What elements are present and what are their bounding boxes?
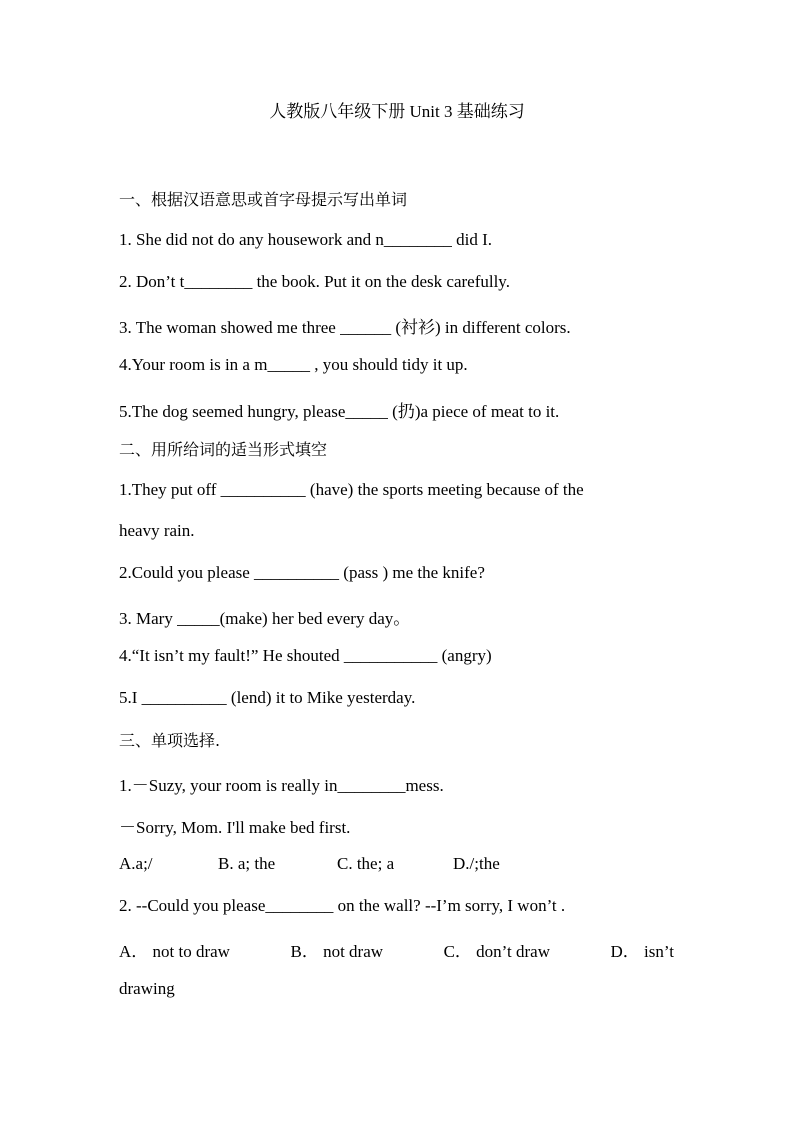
s3-q1-line-2: －Sorry, Mom. I'll make bed first. [119, 818, 351, 837]
s1-item-3: 3. The woman showed me three ______ (衬衫) in different colors. [119, 318, 571, 337]
s2-item-2: 2.Could you please __________ (pass ) me the knife? [119, 563, 485, 582]
s3-q2-option-d: D． isn’t [610, 942, 674, 961]
s3-q2-option-d-continuation: drawing [119, 979, 175, 998]
section-1-heading: 一、根据汉语意思或首字母提示写出单词 [119, 190, 408, 209]
s1-item-5: 5.The dog seemed hungry, please_____ (扔)a piece of meat to it. [119, 402, 560, 421]
section-2-heading: 二、用所给词的适当形式填空 [119, 440, 328, 459]
document-title: 人教版八年级下册 Unit 3 基础练习 [269, 102, 525, 121]
s3-q1-option-d: D./;the [453, 854, 500, 873]
s1-item-4: 4.Your room is in a m_____ , you should tidy it up. [119, 355, 468, 374]
s3-q1-option-a: A.a;/ [119, 854, 153, 873]
s3-q2-options [119, 937, 674, 962]
s1-item-1: 1. She did not do any housework and n________ did I. [119, 230, 493, 249]
s2-item-4: 4.“It isn’t my fault!” He shouted ___________ (angry) [119, 646, 492, 665]
s3-q1-options [119, 854, 500, 874]
s3-q2-stem: 2. --Could you please________ on the wall? --I’m sorry, I won’t . [119, 896, 566, 915]
s2-item-3: 3. Mary _____(make) her bed every day。 [119, 609, 411, 628]
section-3-heading: 三、单项选择. [119, 731, 221, 750]
s3-q2-option-c: C． don’t draw [443, 942, 550, 961]
s2-item-1-line-2: heavy rain. [119, 521, 195, 540]
s3-q1-option-b: B. a; the [218, 854, 276, 873]
s3-q2-option-b: B． not draw [290, 942, 384, 961]
s1-item-2: 2. Don’t t________ the book. Put it on the desk carefully. [119, 272, 510, 291]
s3-q1-line-1: 1.－Suzy, your room is really in________mess. [119, 776, 444, 795]
s2-item-5: 5.I __________ (lend) it to Mike yesterday. [119, 688, 416, 707]
s3-q1-option-c: C. the; a [337, 854, 395, 873]
s3-q2-option-a: A． not to draw [119, 942, 230, 961]
s2-item-1-line-1: 1.They put off __________ (have) the sports meeting because of the [119, 480, 584, 499]
